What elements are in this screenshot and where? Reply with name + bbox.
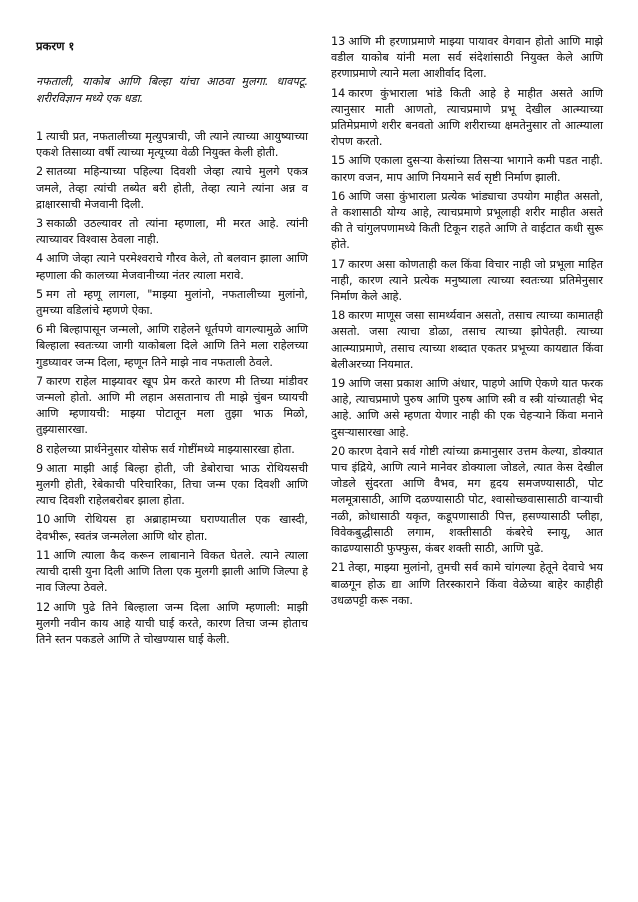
verse-number: 13	[331, 35, 346, 48]
verse-text: आणि जसा प्रकाश आणि अंधार, पाहणे आणि ऐकणे यात फरक आहे, त्याचप्रमाणे पुरुष आणि पुरुष आणि स्त्री व स्त्री यांच्यातही भेद आहे. आणि असे म्हणता येणार नाही की एक चेहऱ्याने किंवा मनाने दुसऱ्यासारखा आहे.	[331, 377, 603, 439]
verse-text: कारण माणूस जसा सामर्थ्यवान असतो, तसाच त्याच्या कामातही असतो. जसा त्याचा डोळा, तसाच त्याच्या झोपेतही. त्याच्या आत्म्याप्रमाणे, तसाच त्याच्या शब्दात एकतर प्रभूच्या कायद्यात किंवा बेलीअरच्या नियमात.	[331, 309, 603, 371]
right-column	[331, 34, 603, 612]
verse-7	[36, 374, 308, 439]
verse-number: 16	[331, 189, 346, 203]
verse-text: आता माझी आई बिल्हा होती, जी डेबोराचा भाऊ रोथियसची मुलगी होती, रेबेकाची परिचारिका, तिचा जन्म एका दिवशी आणि त्याच दिवशी राहेलबरोबर झाला होता.	[36, 461, 308, 508]
verse-text: कारण असा कोणताही कल किंवा विचार नाही जो प्रभूला माहित नाही, कारण त्याने प्रत्येक मनुष्याला त्याच्या स्वतःच्या प्रतिमेनुसार निर्माण केले आहे.	[331, 257, 603, 304]
verse-text: कारण कुंभाराला भांडे किती आहे हे माहीत असते आणि त्यानुसार माती आणतो, त्याचप्रमाणे प्रभू देखील आत्म्याच्या प्रतिमेप्रमाणे शरीर बनवतो आणि शरीराच्या क्षमतेनुसार तो आत्म्याला रोपण करतो.	[331, 86, 603, 149]
verse-10	[36, 512, 308, 544]
verse-text: मग तो म्हणू लागला, "माझ्या मुलांनो, नफतालीच्या मुलांनो, तुमच्या वडिलांचे म्हणणे ऐका.	[36, 287, 308, 318]
chapter-title: प्रकरण १	[36, 39, 75, 53]
verse-text: आणि एकाला दुसऱ्या केसांच्या तिसऱ्या भागाने कमी पडत नाही. कारण वजन, माप आणि नियमाने सर्व सृष्टी निर्माण झाली.	[331, 154, 603, 184]
verse-number: 4	[36, 252, 44, 266]
verse-text: आणि पुढे तिने बिल्हाला जन्म दिला आणि म्हणाली: माझी मुलगी नवीन काय आहे याची घाई करते, कारण तिचा जन्म होताच तिने स्तन पकडले आणि ते चोखण्यास घाई केली.	[36, 600, 308, 646]
verse-number: 14	[331, 86, 346, 100]
verse-17	[331, 257, 603, 306]
verse-number: 10	[36, 513, 51, 527]
verse-6	[36, 322, 308, 371]
verse-text: आणि जेव्हा त्याने परमेश्वराचे गौरव केले, तो बलवान झाला आणि म्हणाला की कालच्या मेजवानीच्या नंतर त्याला मरावे.	[36, 252, 308, 282]
verse-text: आणि त्याला कैद करून लाबानाने विकत घेतले. त्याने त्याला त्याची दासी युना दिली आणि तिला एक मुलगी झाली आणि जिल्पा हे नाव जिल्पा ठेवले.	[36, 548, 308, 595]
chapter-subtitle: नफताली, याकोब आणि बिल्हा यांचा आठवा मुलगा. धावपटू. शरीरविज्ञान मध्ये एक धडा.	[36, 75, 308, 105]
verse-21	[331, 560, 603, 609]
verse-number: 15	[331, 154, 346, 168]
verse-number: 19	[331, 377, 346, 391]
verse-number: 9	[36, 461, 44, 475]
verse-text: राहेलच्या प्रार्थनेनुसार योसेफ सर्व गोष्टींमध्ये माझ्यासारखा होता.	[46, 442, 295, 456]
verse-number: 1	[36, 130, 44, 144]
verse-4	[36, 251, 308, 283]
verse-2	[36, 164, 308, 213]
verse-8	[36, 442, 308, 458]
verse-text: आणि जसा कुंभाराला प्रत्येक भांड्याचा उपयोग माहीत असतो, ते कशासाठी योग्य आहे, त्याचप्रमाणे प्रभूलाही शरीर माहीत असते की ते चांगुलपणामध्ये किती टिकून राहते आणि ते वाईटात कधी सुरू होते.	[331, 189, 603, 252]
verse-20	[331, 444, 603, 557]
verse-15	[331, 153, 603, 185]
verse-number: 5	[36, 287, 44, 301]
verse-number: 21	[331, 561, 346, 575]
verse-text: कारण देवाने सर्व गोष्टी त्यांच्या क्रमानुसार उत्तम केल्या, डोक्यात पाच इंद्रिये, आणि त्याने मानेवर डोक्याला जोडले, त्यात केस देखील जोडले सुंदरता आणि वैभव, मग हृदय समजण्यासाठी, पोट मलमूत्रासाठी, आणि दळण्यासाठी पोट, श्वासोच्छवासासाठी वाऱ्याची नळी, क्रोधासाठी यकृत, कडूपणासाठी पित्त, हसण्यासाठी प्लीहा, विवेकबुद्धीसाठी लगाम, शक्तीसाठी कंबरेचे स्नायू, आत काढण्यासाठी फुफ्फुस, कंबर शक्ती साठी, आणि पुढे.	[331, 444, 603, 556]
verse-13	[331, 34, 603, 83]
verse-number: 18	[331, 309, 346, 323]
verse-1	[36, 129, 308, 161]
verse-number: 3	[36, 217, 44, 231]
verse-text: त्याची प्रत, नफतालीच्या मृत्युपत्राची, जी त्याने त्याच्या आयुष्याच्या एकशे तिसाव्या वर्षी त्याच्या मृत्यूच्या वेळी नियुक्त केली होती.	[36, 130, 308, 160]
verse-11	[36, 548, 308, 597]
verse-text: आणि मी हरणाप्रमाणे माझ्या पायावर वेगवान होतो आणि माझे वडील याकोब यांनी मला सर्व संदेशांसाठी नियुक्त केले आणि हरणाप्रमाणे त्याने मला आशीर्वाद दिला.	[331, 35, 603, 81]
verse-text: सातव्या महिन्याच्या पहिल्या दिवशी जेव्हा त्याचे मुलगे एकत्र जमले, तेव्हा त्यांची तब्येत बरी होती, तेव्हा त्याने त्यांना अन्न व द्राक्षारसाची मेजवानी दिली.	[36, 165, 308, 211]
verse-number: 20	[331, 444, 346, 458]
left-column	[36, 34, 308, 651]
verse-12	[36, 600, 308, 649]
verse-18	[331, 308, 603, 373]
verse-9	[36, 461, 308, 510]
verse-number: 17	[331, 257, 346, 271]
verse-19	[331, 376, 603, 441]
verse-number: 7	[36, 374, 44, 388]
verse-text: मी बिल्हापासून जन्मलो, आणि राहेलने धूर्तपणे वागल्यामुळे आणि बिल्हाला स्वतःच्या जागी याकोबला दिले आणि तिने मला राहेलच्या गुडघ्यावर जन्म दिला, म्हणून तिने माझे नाव नफताली ठेवले.	[36, 323, 308, 369]
verse-number: 6	[36, 323, 44, 337]
verse-number: 11	[36, 548, 51, 562]
verse-text: सकाळी उठल्यावर तो त्यांना म्हणाला, मी मरत आहे. त्यांनी त्याच्यावर विश्वास ठेवला नाही.	[36, 217, 308, 247]
verse-5	[36, 287, 308, 319]
verse-14	[331, 86, 603, 151]
verse-text: तेव्हा, माझ्या मुलांनो, तुमची सर्व कामे चांगल्या हेतूने देवाचे भय बाळगून होऊ द्या आणि तिरस्काराने किंवा वेळेच्या बाहेर काहीही उधळपट्टी करू नका.	[331, 561, 603, 607]
verse-number: 2	[36, 165, 44, 179]
verse-number: 12	[36, 600, 51, 614]
verse-16	[331, 189, 603, 254]
verse-3	[36, 216, 308, 248]
verse-text: कारण राहेल माझ्यावर खूप प्रेम करते कारण मी तिच्या मांडीवर जन्मलो होतो. आणि मी लहान असतानाच ती माझे चुंबन घ्यायची आणि म्हणायची: माझ्या पोटातून मला तुझा भाऊ मिळो, तुझ्यासारखा.	[36, 374, 308, 437]
verse-text: आणि रोथियस हा अब्राहामच्या घराण्यातील एक खास्दी, देवभीरू, स्वतंत्र जन्मलेला आणि थोर होता.	[36, 513, 308, 543]
verse-number: 8	[36, 442, 44, 456]
